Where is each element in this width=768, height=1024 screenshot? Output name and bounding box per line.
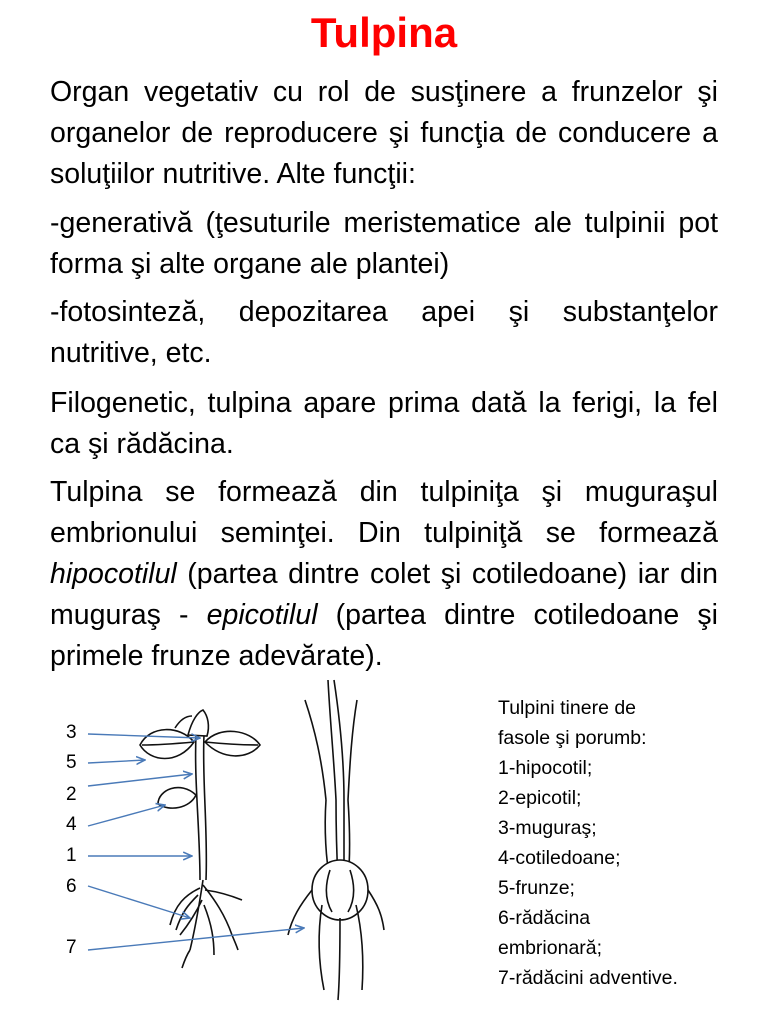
legend-line: 4-cotiledoane; xyxy=(498,847,621,869)
paragraph-generative: -generativă (ţesuturile meristematice ale tulpinii pot forma şi alte organe ale plantei) xyxy=(50,207,718,280)
label-5: 5 xyxy=(66,752,77,773)
formation-text-1: Tulpina se formează din tulpiniţa şi muguraşul embrionului seminţei. Din tulpiniţă se formează xyxy=(50,476,718,549)
legend-line: embrionară; xyxy=(498,937,603,959)
formation-text-2: (partea dintre colet şi cotiledoane) iar din muguraş - xyxy=(50,558,718,631)
term-hipocotil: hipocotilul xyxy=(50,558,177,590)
label-7: 7 xyxy=(66,937,77,958)
page-title: Tulpina xyxy=(310,9,458,56)
legend-line: 1-hipocotil; xyxy=(498,757,593,779)
label-4: 4 xyxy=(66,814,77,835)
arrow-4 xyxy=(88,805,165,826)
label-2: 2 xyxy=(66,784,77,805)
arrow-5 xyxy=(88,760,145,763)
legend-line: Tulpini tinere de xyxy=(498,697,637,719)
legend-line: 7-rădăcini adventive. xyxy=(498,967,678,989)
arrow-7 xyxy=(88,928,304,950)
corn-seedling-drawing xyxy=(288,680,384,1000)
arrow-2 xyxy=(88,774,192,786)
term-epicotil: epicotilul xyxy=(206,599,318,631)
paragraph-phylogenetic: Filogenetic, tulpina apare prima dată la ferigi, la fel ca şi rădăcina. xyxy=(50,387,718,460)
legend-line: 6-rădăcina xyxy=(498,907,591,929)
paragraph-definition: Organ vegetativ cu rol de susţinere a frunzelor şi organelor de reproducere şi funcţia de conducere a soluţiilor nutritive. Alte funcţii: xyxy=(50,76,718,190)
paragraph-photosynthesis: -fotosinteză, depozitarea apei şi substanţelor nutritive, etc. xyxy=(50,296,718,369)
label-3: 3 xyxy=(66,722,77,743)
legend-line: 5-frunze; xyxy=(498,877,575,899)
arrow-6 xyxy=(88,886,190,918)
label-1: 1 xyxy=(66,845,77,866)
legend-line: 2-epicotil; xyxy=(498,787,582,809)
legend-line: 3-muguraş; xyxy=(498,817,597,839)
label-6: 6 xyxy=(66,876,77,897)
legend-line: fasole şi porumb: xyxy=(498,727,647,749)
formation-text-3: (partea dintre cotiledoane şi primele frunze adevărate). xyxy=(50,599,718,672)
bean-plant-drawing xyxy=(140,710,260,968)
figure-legend xyxy=(498,693,758,993)
